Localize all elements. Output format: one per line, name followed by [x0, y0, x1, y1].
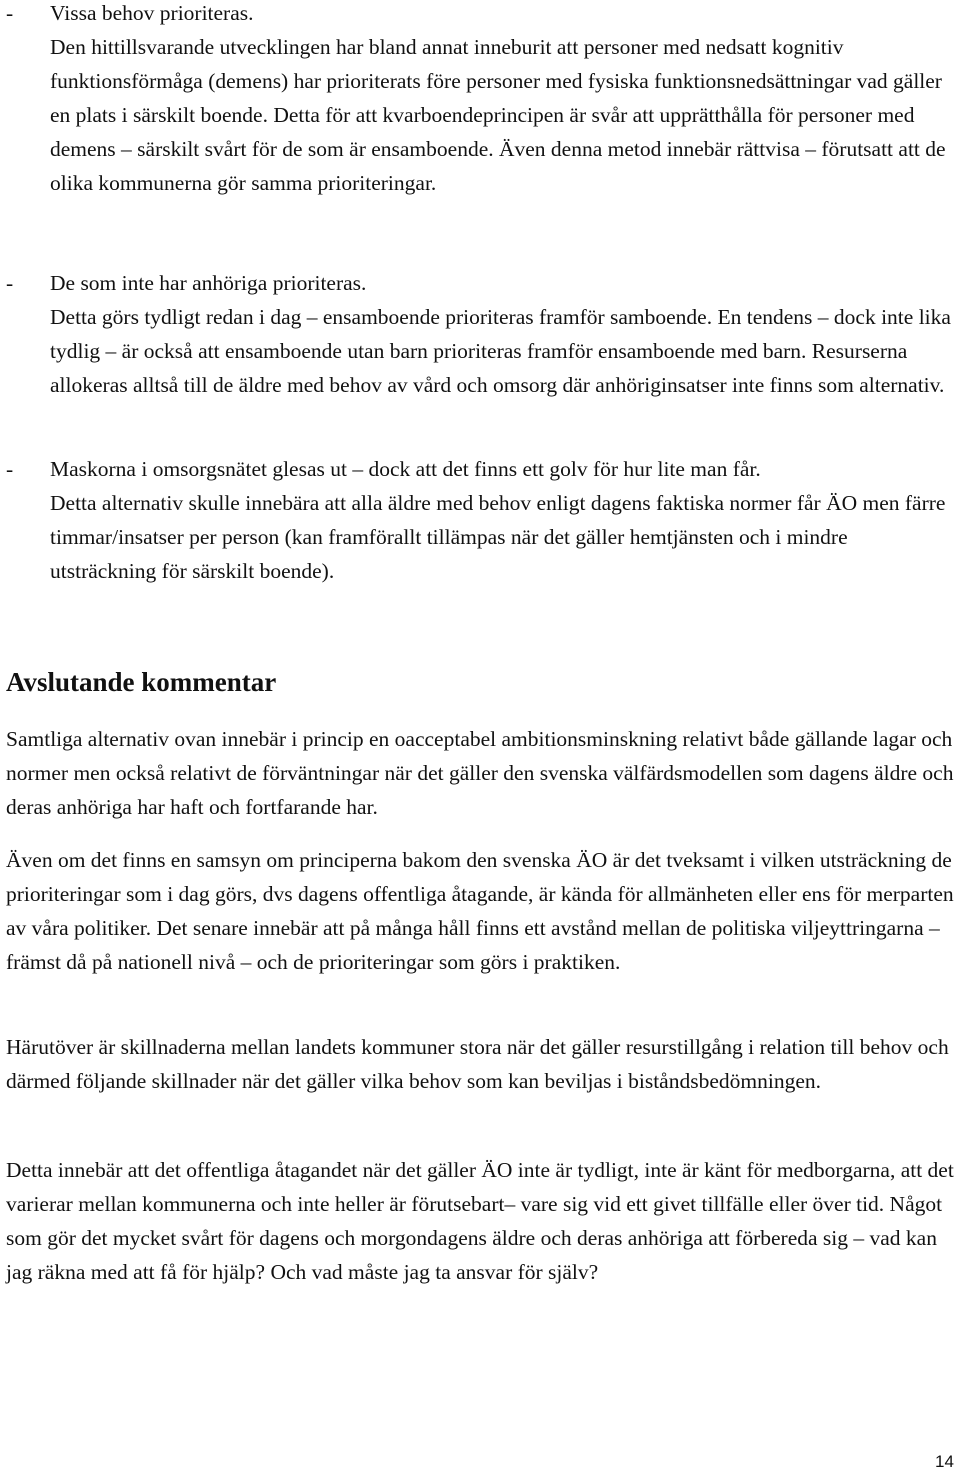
- list-item-heading: Maskorna i omsorgsnätet glesas ut – dock att det finns ett golv för hur lite man får.: [50, 457, 761, 481]
- paragraph: Härutöver är skillnaderna mellan landets kommuner stora när det gäller resurstillgång i relation till behov och därmed följande skillnader när det gäller vilka behov som kan beviljas i biståndsbedömningen.: [6, 1035, 949, 1093]
- section-heading: Avslutande kommentar: [6, 667, 277, 697]
- list-item: [0, 0, 955, 200]
- list-item: [0, 266, 955, 402]
- list-dash: -: [6, 1, 14, 25]
- list-item-text: Detta alternativ skulle innebära att alla äldre med behov enligt dagens faktiska normer får ÄO men färre timmar/insatser per person (kan framförallt tillämpas när det gäller hemtjänsten och i mindre utsträckning för särskilt boende).: [50, 491, 946, 583]
- list-item-text: Den hittillsvarande utvecklingen har bland annat inneburit att personer med nedsatt kognitiv funktionsförmåga (demens) har prioriterats före personer med fysiska funktionsnedsättningar vad gäller en plats i särskilt boende. Detta för att kvarboendeprincipen är svår att upprätthålla för personer med demens – särskilt svårt för de som är ensamboende. Även denna metod innebär rättvisa – förutsatt att de olika kommunerna gör samma prioriteringar.: [50, 35, 946, 195]
- list-item-heading: Vissa behov prioriteras.: [50, 1, 254, 25]
- list-dash: -: [6, 271, 14, 295]
- list-item: [0, 452, 955, 588]
- list-dash: -: [6, 457, 14, 481]
- list-item-heading: De som inte har anhöriga prioriteras.: [50, 271, 367, 295]
- paragraph: Detta innebär att det offentliga åtagandet när det gäller ÄO inte är tydligt, inte är känt för medborgarna, att det varierar mellan kommunerna och inte heller är förutsebart– vare sig vid ett givet tillfälle eller över tid. Något som gör det mycket svårt för dagens och morgondagens äldre och deras anhöriga att förbereda sig – vad kan jag räkna med att få för hjälp? Och vad måste jag ta ansvar för själv?: [6, 1158, 954, 1284]
- paragraph: Samtliga alternativ ovan innebär i princip en oacceptabel ambitionsminskning relativt både gällande lagar och normer men också relativt de förväntningar när det gäller den svenska välfärdsmodellen som dagens äldre och deras anhöriga har haft och fortfarande har.: [6, 727, 954, 819]
- page-number: 14: [935, 1452, 954, 1471]
- list-item-text: Detta görs tydligt redan i dag – ensamboende prioriteras framför samboende. En tendens – dock inte lika tydlig – är också att ensamboende utan barn prioriteras framför ensamboende med barn. Resurserna allokeras alltså till de äldre med behov av vård och omsorg där anhöriginsatser inte finns som alternativ.: [50, 305, 951, 397]
- paragraph: Även om det finns en samsyn om principerna bakom den svenska ÄO är det tveksamt i vilken utsträckning de prioriteringar som i dag görs, dvs dagens offentliga åtagande, är kända för allmänheten eller ens för merparten av våra politiker. Det senare innebär att på många håll finns ett avstånd mellan de politiska viljeyttringarna – främst då på nationell nivå – och de prioriteringar som görs i praktiken.: [6, 848, 954, 974]
